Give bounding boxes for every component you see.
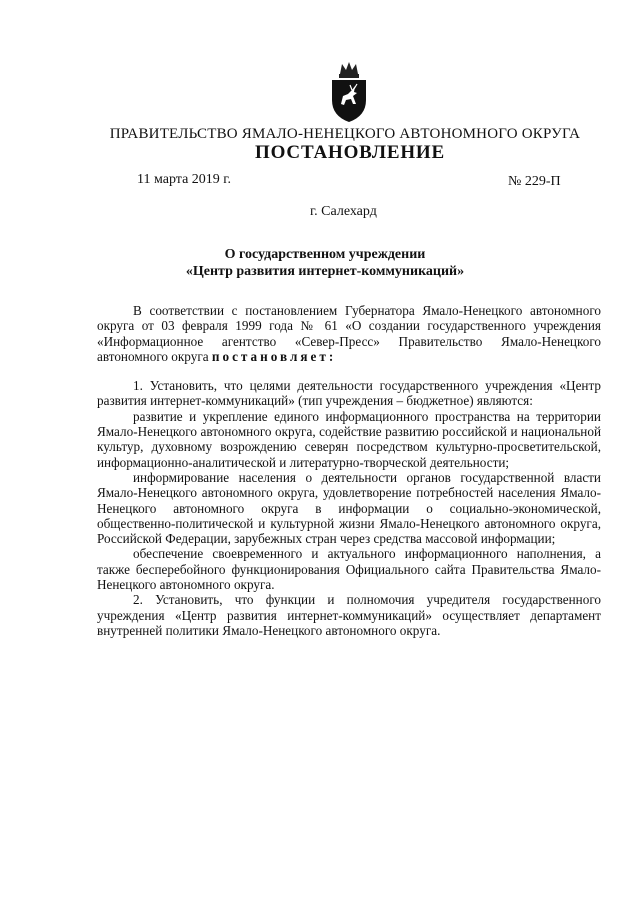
item-1-goal-a: развитие и укрепление единого информационного пространства на территории Ямало-Ненецкого автономного округа, содействие развитию российской и национальной культур, духовному возрождению северян посредством культурно-просветительской, информационно-аналитической и литературно-творческой деятельности; xyxy=(97,408,601,470)
item-1-goal-c: обеспечение своевременного и актуального информационного наполнения, а также бесперебойного функционирования Официального сайта Правительства Ямало-Ненецкого автономного округа. xyxy=(97,546,601,593)
document-title xyxy=(180,246,470,280)
preamble-paragraph xyxy=(97,303,601,364)
document-date: 11 марта 2019 г. xyxy=(137,172,231,187)
preamble-text: В соответствии с постановлением Губернатора Ямало-Ненецкого автономного округа от 03 февраля 1999 года № 61 «О создании государственного учреждения «Информационное агентство «Север-Пресс» Правительство Ямало-Ненецкого автономного округа xyxy=(97,303,601,364)
government-name: ПРАВИТЕЛЬСТВО ЯМАЛО-НЕНЕЦКОГО АВТОНОМНОГО ОКРУГА xyxy=(109,126,581,142)
coat-of-arms-icon xyxy=(328,60,370,124)
title-line-1: О государственном учреждении xyxy=(224,247,426,262)
item-1-goal-b: информирование населения о деятельности органов государственной власти Ямало-Ненецкого автономного округа, удовлетворение потребностей населения Ямало-Ненецкого автономного округа в информации о социально-экономической, общественно-политической и культурной жизни Ямало-Ненецкого автономного округа, Российской Федерации, зарубежных стран через средства массовой информации; xyxy=(97,469,601,547)
decree-word: постановляет: xyxy=(211,348,337,364)
document-type: ПОСТАНОВЛЕНИЕ xyxy=(255,142,445,163)
document-number: № 229-П xyxy=(508,174,561,189)
item-1: 1. Установить, что целями деятельности государственного учреждения «Центр развития интернет-коммуникаций» (тип учреждения – бюджетное) являются: xyxy=(97,378,601,409)
item-2: 2. Установить, что функции и полномочия учредителя государственного учреждения «Центр развития интернет-коммуникаций» осуществляет департамент внутренней политики Ямало-Ненецкого автономного округа. xyxy=(97,592,601,638)
title-line-2: «Центр развития интернет-коммуникаций» xyxy=(185,264,465,279)
document-city: г. Салехард xyxy=(310,204,377,219)
document-body xyxy=(97,303,601,638)
